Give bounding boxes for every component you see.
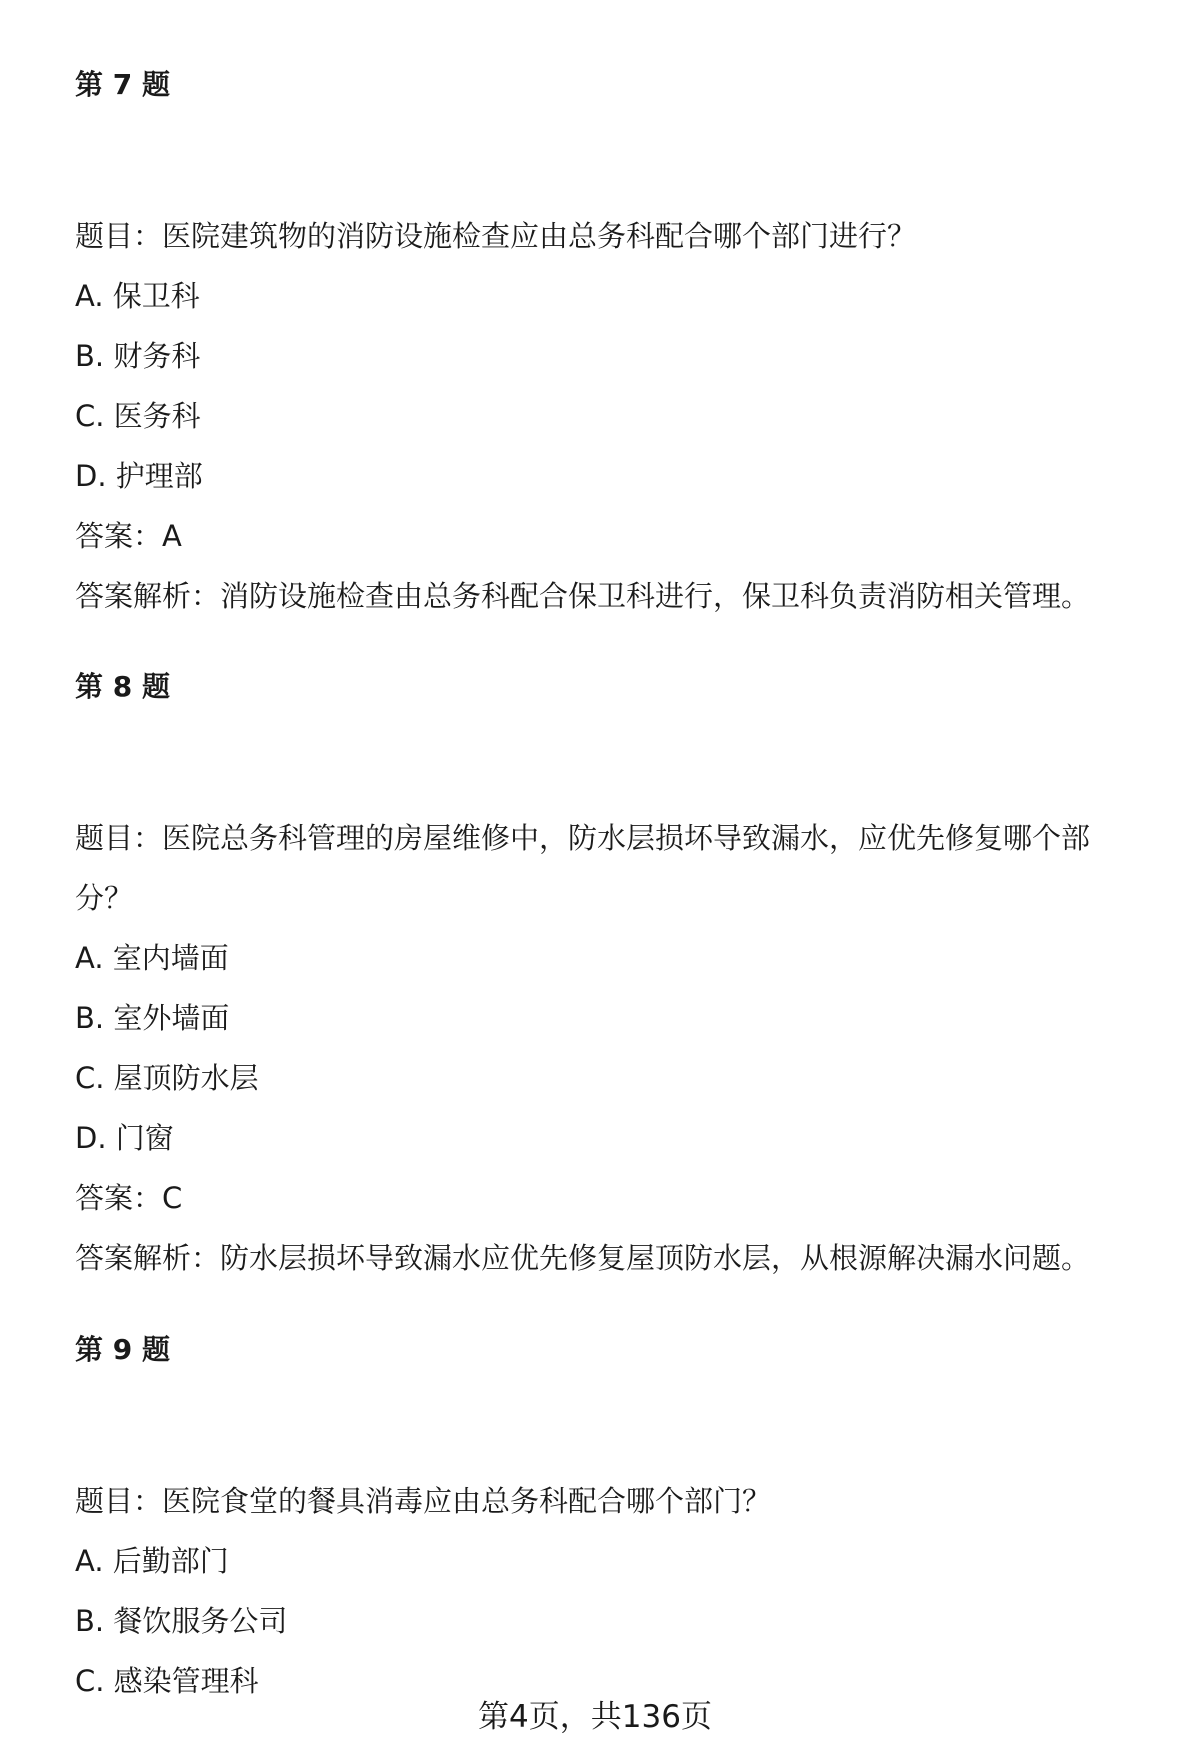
option-a: A. 室内墙面 — [75, 941, 229, 975]
page-number-footer: 第4页，共136页 — [478, 1699, 712, 1735]
option-c: C. 屋顶防水层 — [75, 1061, 259, 1095]
question-heading: 第 7 题 — [75, 68, 170, 101]
option-b: B. 财务科 — [75, 339, 201, 373]
question-stem: 题目：医院食堂的餐具消毒应由总务科配合哪个部门？ — [75, 1484, 772, 1518]
answer-explanation: 答案解析：防水层损坏导致漏水应优先修复屋顶防水层，从根源解决漏水问题。 — [75, 1241, 1091, 1275]
option-d: D. 门窗 — [75, 1121, 174, 1155]
answer: 答案：A — [75, 519, 182, 553]
question-heading: 第 9 题 — [75, 1333, 170, 1366]
question-heading: 第 8 题 — [75, 670, 170, 703]
option-d: D. 护理部 — [75, 459, 203, 493]
option-c: C. 医务科 — [75, 399, 201, 433]
option-b: B. 室外墙面 — [75, 1001, 230, 1035]
option-c: C. 感染管理科 — [75, 1664, 259, 1698]
option-a: A. 后勤部门 — [75, 1544, 229, 1578]
option-a: A. 保卫科 — [75, 279, 200, 313]
option-b: B. 餐饮服务公司 — [75, 1604, 288, 1638]
question-stem-continued: 分？ — [75, 881, 134, 915]
question-stem: 题目：医院总务科管理的房屋维修中，防水层损坏导致漏水，应优先修复哪个部 — [75, 821, 1091, 855]
question-stem: 题目：医院建筑物的消防设施检查应由总务科配合哪个部门进行？ — [75, 219, 917, 253]
answer: 答案：C — [75, 1181, 183, 1215]
answer-explanation: 答案解析：消防设施检查由总务科配合保卫科进行，保卫科负责消防相关管理。 — [75, 579, 1091, 613]
